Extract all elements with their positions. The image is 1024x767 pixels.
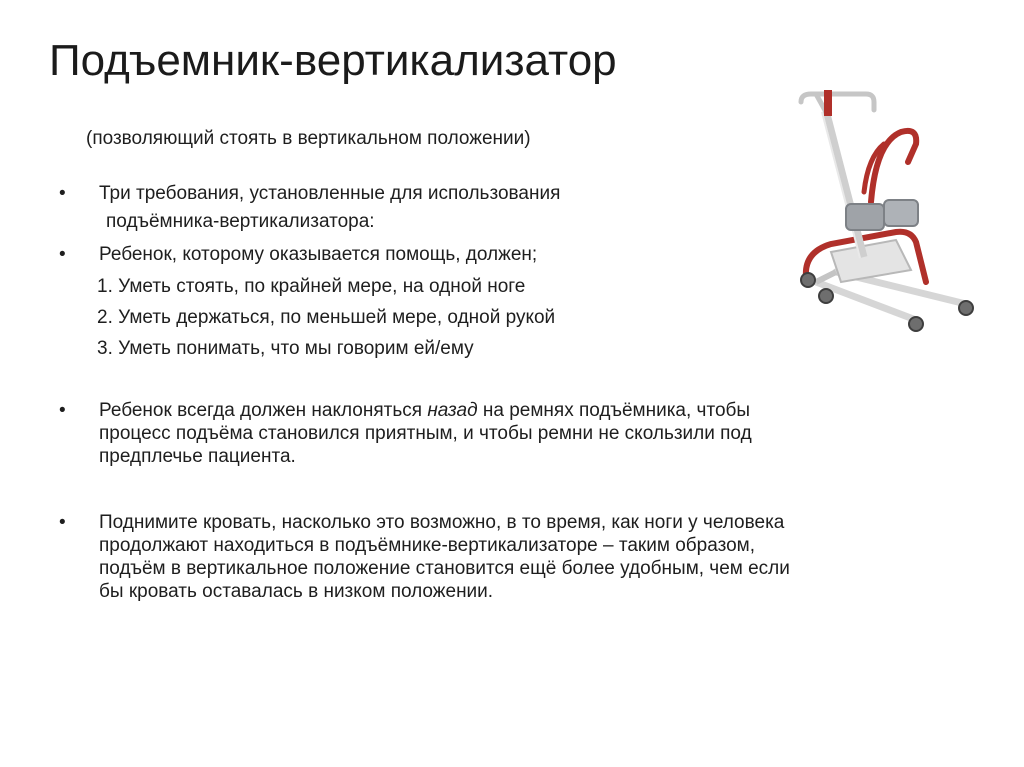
bed-paragraph-line-2: продолжают находиться в подъёмнике-вертикализаторе – таким образом,	[99, 535, 755, 556]
bed-paragraph	[99, 511, 790, 603]
bullet-marker: •	[59, 512, 66, 533]
bed-paragraph-line-1: Поднимите кровать, насколько это возможно, в то время, как ноги у человека	[99, 512, 785, 533]
lean-text-before: Ребенок всегда должен наклоняться	[99, 400, 428, 421]
bed-paragraph-line-4: бы кровать оставалась в низком положении.	[99, 581, 494, 602]
patient-stand-lift-icon	[776, 82, 976, 344]
lean-paragraph-line-3: предплечье пациента.	[99, 446, 296, 467]
lean-emphasis: назад	[427, 400, 478, 421]
lift-base-icon	[816, 272, 966, 320]
lean-paragraph	[99, 399, 752, 468]
bed-paragraph-line-3: подъём в вертикальное положение становится ещё более удобным, чем если	[99, 558, 790, 579]
lean-paragraph-line-2: процесс подъёма становился приятным, и чтобы ремни не скользили под	[99, 423, 752, 444]
numbered-item-2: 2. Уметь держаться, по меньшей мере, одной рукой	[97, 307, 556, 328]
bullet-marker: •	[59, 244, 66, 265]
bullet-marker: •	[59, 183, 66, 204]
requirements-line-2: подъёмника-вертикализатора:	[106, 211, 375, 232]
numbered-item-3: 3. Уметь понимать, что мы говорим ей/ему	[97, 338, 474, 359]
lean-paragraph-line-1	[99, 399, 752, 422]
page-title: Подъемник-вертикализатор	[49, 36, 617, 85]
requirements-line-1: Три требования, установленные для использования	[99, 183, 561, 204]
subtitle: (позволяющий стоять в вертикальном положении)	[86, 128, 531, 149]
lean-text-after: на ремнях подъёмника, чтобы	[477, 400, 751, 421]
bullet-marker: •	[59, 400, 66, 421]
numbered-item-1: 1. Уметь стоять, по крайней мере, на одной ноге	[97, 276, 526, 297]
child-intro: Ребенок, которому оказывается помощь, должен;	[99, 244, 538, 265]
